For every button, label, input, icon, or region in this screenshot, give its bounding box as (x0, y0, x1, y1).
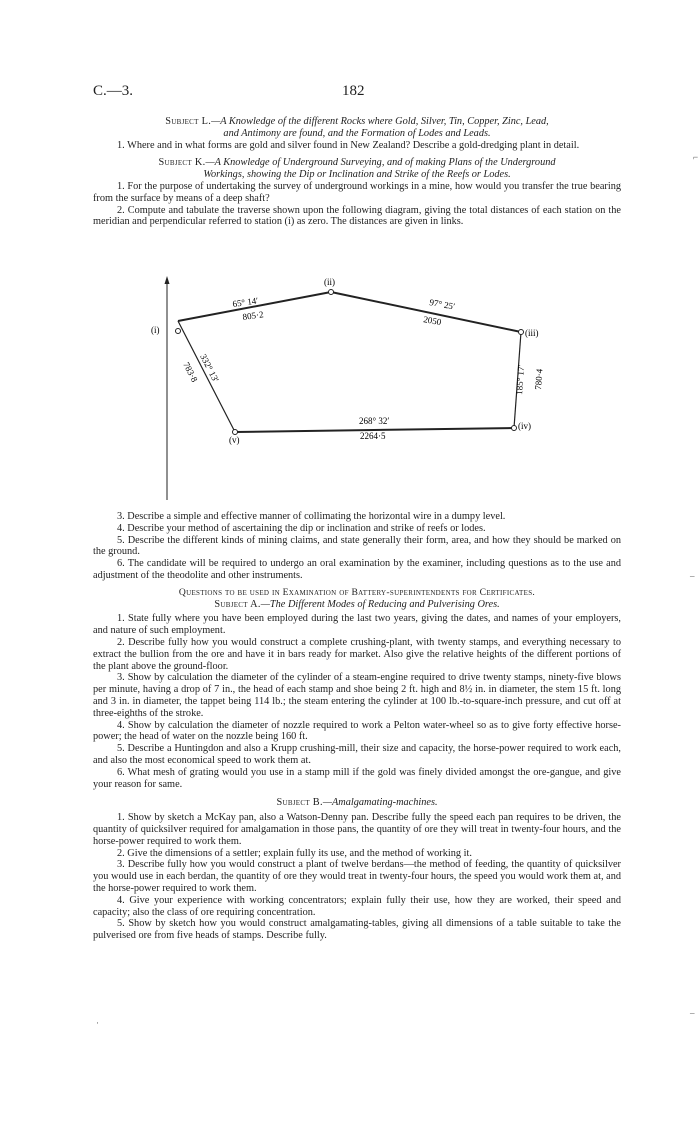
bearing-iv-v: 268° 32′ (359, 416, 390, 426)
subject-a-question-3: 3. Show by calculation the diameter of the cylinder of a steam-engine required to drive twenty stamps, ninety-five blows per minute, having a drop of 7 in., the head of each stamp and shoe being 2 ft. high and 8½ in. in diameter, the stem 15 ft. long and 3 in. in diameter, the tappet being 114 lb.; the steam entering the cylinder at 100 lb.-to-square-inch pressure, and cut off at three-eighths of the stroke. (93, 672, 621, 719)
subject-k-question-2: 2. Compute and tabulate the traverse shown upon the following diagram, giving the total distances of each station on the meridian and perpendicular referred to station (i) as zero. The distances are given in links. (93, 204, 621, 228)
subject-b-question-1: 1. Show by sketch a McKay pan, also a Watson-Denny pan. Describe fully the speed each pan requires to be driven, the quantity of quicksilver required for amalgamation in those pans, the quantity of ore they will treat in twenty-four hours, and the horse-power required to work them. (93, 812, 621, 847)
battery-heading: Questions to be used in Examination of Battery-superintendents for Certificates. (178, 586, 536, 598)
subject-b-heading: Subject B.—Amalgamating-machines. (276, 797, 438, 809)
subject-k-question-1: 1. For the purpose of undertaking the survey of underground workings in a mine, how would you transfer the true bearing from the surface by means of a deep shaft? (93, 180, 621, 204)
margin-mark: · (96, 1018, 99, 1028)
subject-a-question-2: 2. Describe fully how you would construct a complete crushing-plant, with twenty stamps, and everything necessary to extract the bullion from the ore and have it in bars ready for market. Also give the relative heights of the different portions of the plant above the ground-floor. (93, 636, 621, 672)
subject-l-heading: Subject L.—A Knowledge of the different Rocks where Gold, Silver, Tin, Copper, Zinc, Lead, and Antimony are found, and the Formation of Lodes and Leads. (165, 116, 549, 139)
distance-iv-v: 2264·5 (360, 431, 386, 441)
margin-mark: – (690, 571, 695, 581)
distance-ii-iii: 2050 (422, 314, 443, 328)
subject-b-question-2: 2. Give the dimensions of a settler; explain fully its use, and the method of working it. (117, 847, 472, 859)
distance-iii-iv: 780·4 (533, 368, 545, 391)
leg-ii-iii (331, 292, 521, 332)
margin-mark: ⌐ (693, 152, 699, 162)
subject-k-question-5: 5. Describe the different kinds of mining claims, and state generally their form, area, and how they should be marked on the ground. (93, 534, 621, 558)
subject-b-question-4: 4. Give your experience with working concentrators; explain fully their use, how they are worked, their speed and capacity; also the class of ore requiring concentration. (93, 894, 621, 918)
station-v-label: (v) (229, 435, 240, 445)
subject-l-question-1: 1. Where and in what forms are gold and silver found in New Zealand? Describe a gold-dredging plant in detail. (117, 139, 580, 151)
subject-a-question-4: 4. Show by calculation the diameter of nozzle required to work a Pelton water-wheel so as to give forty effective horse-power; the head of water on the nozzle being 160 ft. (93, 719, 621, 743)
station-iv-label: (iv) (518, 421, 531, 431)
subject-a-question-6: 6. What mesh of grating would you use in a stamp mill if the gold was finely divided amongst the ore-gangue, and give your reason for same. (93, 766, 621, 790)
subject-k-question-4: 4. Describe your method of ascertaining the dip or inclination and strike of reefs or lodes. (117, 522, 486, 534)
lower-section (93, 511, 621, 942)
station-i-marker (176, 329, 181, 334)
subject-k-question-6: 6. The candidate will be required to undergo an oral examination by the examiner, including questions as to the use and adjustment of the theodolite and other instruments. (93, 558, 621, 581)
subject-k-heading: Subject K.—A Knowledge of Underground Surveying, and of making Plans of the Underground Workings, showing the Dip or Inclination and Strike of the Reefs or Lodes. (158, 157, 556, 181)
meridian-arrow-icon (165, 276, 170, 284)
subject-a-question-5: 5. Describe a Huntingdon and also a Krupp crushing-mill, their size and capacity, the horse-power required to work each, and also the most economical speed to work them at. (93, 743, 621, 766)
subject-b-question-3: 3. Describe fully how you would construct a plant of twelve berdans—the method of feeding, the quantity of quicksilver you would use in each berdan, the quantity of ore they would treat in twenty-four hours, the speed you would work them at, and the horse-power required to work them. (93, 859, 621, 894)
station-ii-label: (ii) (324, 277, 335, 287)
bearing-ii-iii: 97° 25′ (428, 297, 456, 312)
document-code: C.—3. (93, 83, 134, 99)
distance-v-i: 783·8 (181, 360, 200, 384)
station-iii-label: (iii) (525, 328, 539, 338)
station-v-marker (233, 430, 238, 435)
station-iv-marker (512, 426, 517, 431)
station-ii-marker (329, 290, 334, 295)
page-number: 182 (342, 83, 365, 99)
subject-b-question-5: 5. Show by sketch how you would construct amalgamating-tables, giving all dimensions of a table suitable to take the pulverised ore from five heads of stamps. Describe fully. (93, 918, 621, 942)
margin-mark: – (690, 1008, 695, 1018)
leg-v-i (178, 321, 235, 432)
bearing-i-ii: 65° 14′ (231, 295, 259, 309)
subject-a-question-1: 1. State fully where you have been employed during the last two years, giving the dates, and names of your employers, and nature of such employment. (93, 613, 621, 637)
subject-k-question-3: 3. Describe a simple and effective manner of collimating the horizontal wire in a dumpy level. (117, 511, 506, 522)
subject-a-heading: Subject A.—The Different Modes of Reducing and Pulverising Ores. (214, 598, 500, 610)
station-iii-marker (519, 330, 524, 335)
distance-i-ii: 805·2 (241, 309, 265, 322)
bearing-v-i: 332° 13′ (198, 352, 221, 384)
station-i-label: (i) (151, 325, 160, 335)
bearing-iii-iv: 185° 17′ (514, 364, 527, 396)
